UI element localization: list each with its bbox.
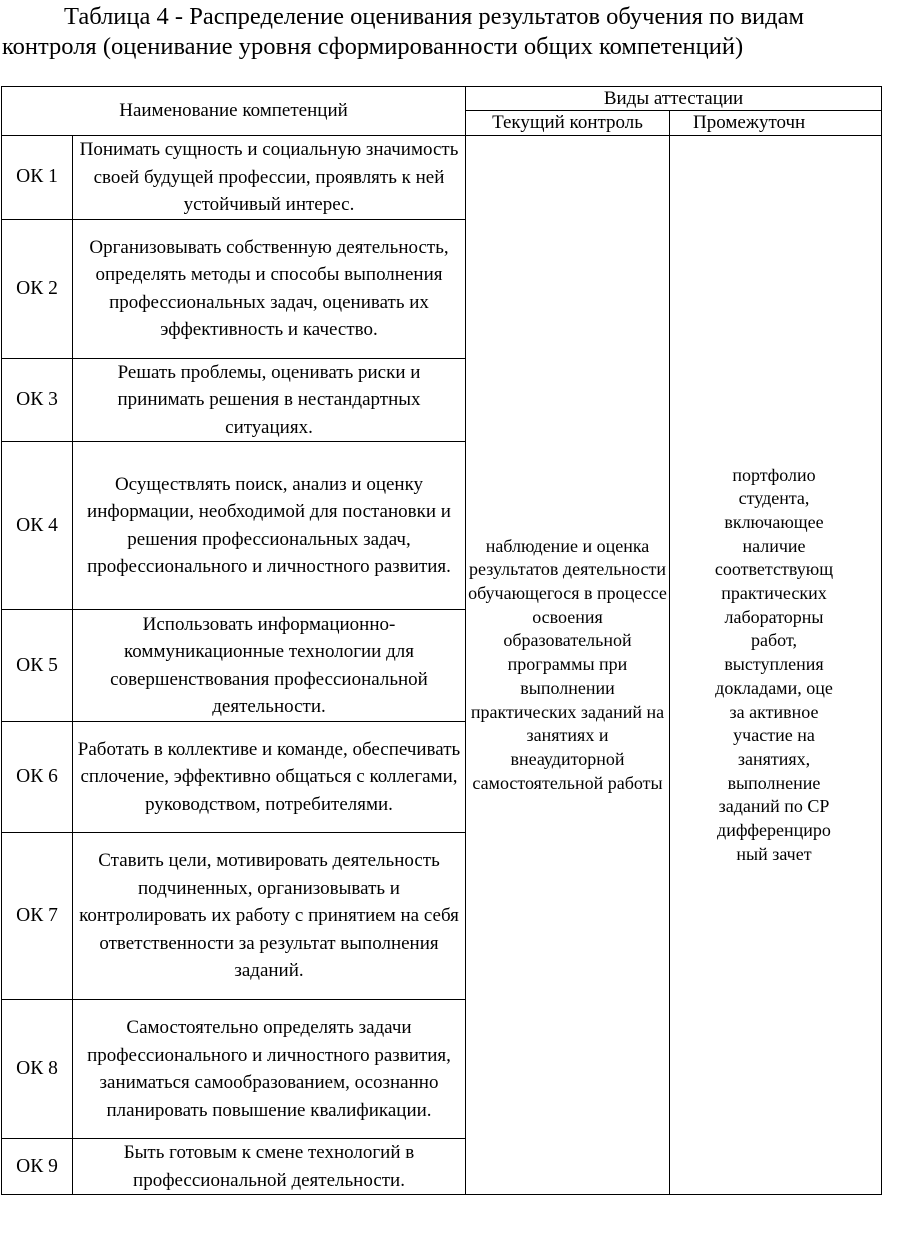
intermediate-method-line: заданий по СР: [718, 796, 830, 817]
intermediate-control-method: [670, 136, 882, 1195]
intermediate-method-line: дифференциро: [717, 820, 831, 841]
intermediate-method-line: лабораторны: [724, 606, 824, 627]
intermediate-method-line: портфолио: [732, 464, 816, 485]
intermediate-method-line: работ,: [751, 630, 797, 651]
intermediate-method-line: включающее: [724, 511, 824, 532]
intermediate-method-line: ный зачет: [736, 843, 812, 864]
intermediate-method-line: участие на: [733, 725, 815, 746]
row-text: Быть готовым к смене технологий в профессиональной деятельности.: [73, 1139, 466, 1195]
intermediate-method-line: выступления: [724, 654, 824, 675]
current-control-method: наблюдение и оценка результатов деятельности обучающегося в процессе освоения образовательной программы при выполнении практических заданий на занятиях и внеаудиторной самостоятельной работы: [466, 136, 670, 1195]
row-code: ОК 7: [2, 833, 73, 1000]
header-intermediate-control: Промежуточн: [670, 111, 882, 136]
row-code: ОК 5: [2, 610, 73, 722]
row-text: Организовывать собственную деятельность, определять методы и способы выполнения профессиональных задач, оценивать их эффективность и качество.: [73, 219, 466, 358]
row-text: Понимать сущность и социальную значимость своей будущей профессии, проявлять к ней устойчивый интерес.: [73, 136, 466, 220]
row-text: Использовать информационно-коммуникационные технологии для совершенствования профессиональной деятельности.: [73, 610, 466, 722]
caption-line-1: Таблица 4 - Распределение оценивания результатов обучения по видам: [64, 3, 804, 30]
row-code: ОК 4: [2, 442, 73, 610]
header-competence-name: Наименование компетенций: [2, 87, 466, 136]
row-code: ОК 6: [2, 722, 73, 833]
row-code: ОК 9: [2, 1139, 73, 1195]
row-text: Работать в коллективе и команде, обеспечивать сплочение, эффективно общаться с коллегами, руководством, потребителями.: [73, 722, 466, 833]
intermediate-method-lines: [644, 464, 904, 867]
intermediate-method-line: занятиях,: [737, 748, 811, 769]
competence-assessment-table: [1, 86, 882, 1195]
row-text: Самостоятельно определять задачи профессионального и личностного развития, заниматься самообразованием, осознанно планировать повышение квалификации.: [73, 1000, 466, 1139]
row-code: ОК 2: [2, 219, 73, 358]
row-text: Осуществлять поиск, анализ и оценку информации, необходимой для постановки и решения профессиональных задач, профессионального и личностного развития.: [73, 442, 466, 610]
row-code: ОК 8: [2, 1000, 73, 1139]
intermediate-method-line: практических: [721, 583, 827, 604]
header-attestation-types: Виды аттестации: [466, 87, 882, 111]
caption-line-2: контроля (оценивание уровня сформированности общих компетенций): [2, 33, 744, 60]
row-code: ОК 3: [2, 358, 73, 442]
row-code: ОК 1: [2, 136, 73, 220]
intermediate-method-line: соответствующ: [714, 559, 834, 580]
intermediate-method-line: выполнение: [727, 772, 821, 793]
row-text: Ставить цели, мотивировать деятельность подчиненных, организовывать и контролировать их работу с принятием на себя ответственности за результат выполнения заданий.: [73, 833, 466, 1000]
intermediate-method-line: студента,: [738, 488, 810, 509]
intermediate-method-line: за активное: [729, 701, 819, 722]
table-caption: [0, 2, 900, 62]
intermediate-method-line: наличие: [742, 535, 806, 556]
row-text: Решать проблемы, оценивать риски и принимать решения в нестандартных ситуациях.: [73, 358, 466, 442]
header-current-control: Текущий контроль: [466, 111, 670, 136]
intermediate-method-line: докладами, оце: [715, 677, 833, 698]
